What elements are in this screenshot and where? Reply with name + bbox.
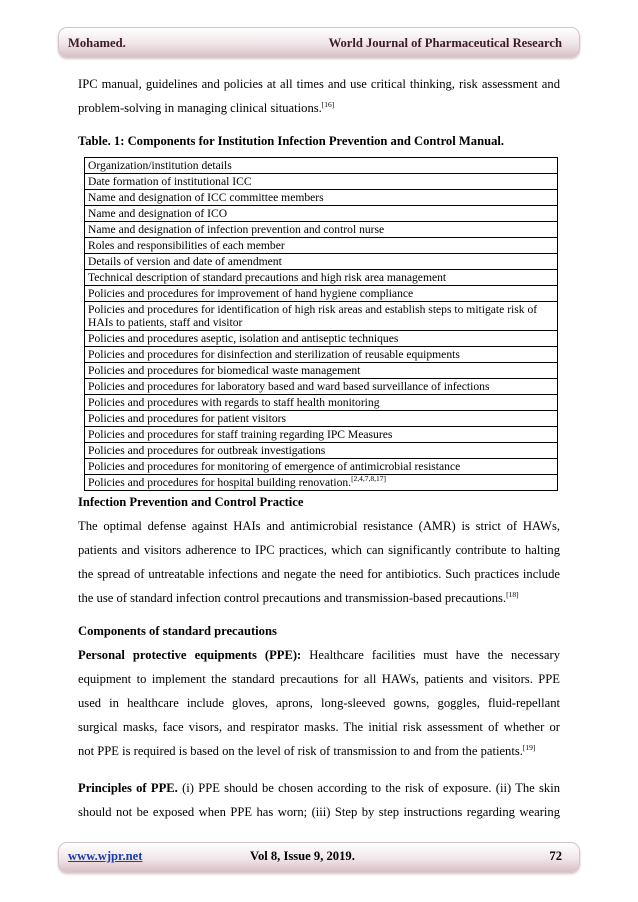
intro-line-2: problem-solving in managing clinical situations.[16]	[78, 99, 335, 115]
ppe-line-4: surgical masks, face visors, and respirator masks. The initial risk assessment of whether or	[78, 720, 560, 734]
ppe-line-3: used in healthcare include gloves, aprons, long-sleeved gowns, goggles, fluid-repellant	[78, 696, 560, 710]
table-cell: Policies and procedures for monitoring of emergence of antimicrobial resistance	[85, 459, 558, 475]
ipc-line-4: the use of standard infection control precautions and transmission-based precautions.[18]	[78, 589, 519, 605]
table-cell: Policies and procedures for hospital building renovation.[2,4,7,8,17]	[85, 475, 558, 491]
table-cell: Policies and procedures for biomedical waste management	[85, 363, 558, 379]
table-row	[85, 379, 558, 395]
ipc-practice-paragraph	[78, 514, 560, 610]
ppe-paragraph	[78, 643, 560, 763]
table-cell: Policies and procedures for staff training regarding IPC Measures	[85, 427, 558, 443]
table-row	[85, 363, 558, 379]
components-table	[84, 157, 558, 491]
intro-paragraph	[78, 72, 560, 120]
table-row	[85, 254, 558, 270]
table-cell: Policies and procedures for patient visitors	[85, 411, 558, 427]
table-cell: Name and designation of ICO	[85, 206, 558, 222]
footer-page-number: 72	[549, 849, 562, 863]
table-cell: Policies and procedures for identification of high risk areas and establish steps to mitigate risk of HAIs to patients, staff and visitor	[85, 302, 558, 331]
table-row	[85, 158, 558, 174]
table-row	[85, 395, 558, 411]
table-citation: [2,4,7,8,17]	[351, 474, 387, 484]
ipc-citation: [18]	[506, 589, 519, 599]
ipc-line-1: The optimal defense against HAIs and antimicrobial resistance (AMR) is strict of HAWs,	[78, 519, 560, 533]
footer-volume: Vol 8, Issue 9, 2019.	[250, 849, 355, 863]
section-heading-standard-precautions: Components of standard precautions	[78, 624, 277, 638]
header-journal: World Journal of Pharmaceutical Research	[328, 36, 562, 50]
table-cell: Date formation of institutional ICC	[85, 174, 558, 190]
table-cell: Name and designation of infection prevention and control nurse	[85, 222, 558, 238]
ppe-lead: Personal protective equipments (PPE):	[78, 648, 302, 662]
ppe-line-5: not PPE is required is based on the level of risk of transmission to and from the patients.[19]	[78, 742, 536, 758]
table-row	[85, 411, 558, 427]
table-cell: Details of version and date of amendment	[85, 254, 558, 270]
table-cell: Policies and procedures aseptic, isolation and antiseptic techniques	[85, 331, 558, 347]
ipc-line-2: patients and visitors adherence to IPC practices, which can significantly contribute to halting	[78, 543, 560, 557]
table-row	[85, 286, 558, 302]
table-row	[85, 443, 558, 459]
table-cell: Policies and procedures for disinfection and sterilization of reusable equipments	[85, 347, 558, 363]
table-row	[85, 206, 558, 222]
section-heading-ipc-practice: Infection Prevention and Control Practice	[78, 495, 304, 509]
ppe-line-2: equipment to implement the standard precautions for all HAWs, patients and visitors. PPE	[78, 672, 560, 686]
table-cell: Technical description of standard precautions and high risk area management	[85, 270, 558, 286]
table-cell: Organization/institution details	[85, 158, 558, 174]
table-row	[85, 270, 558, 286]
table-row	[85, 427, 558, 443]
principles-line-1: Principles of PPE. (i) PPE should be chosen according to the risk of exposure. (ii) The skin	[78, 781, 560, 795]
table-cell: Policies and procedures for improvement of hand hygiene compliance	[85, 286, 558, 302]
principles-lead: Principles of PPE.	[78, 781, 178, 795]
ppe-citation: [19]	[522, 742, 536, 752]
header-author: Mohamed.	[68, 36, 126, 50]
table-cell: Roles and responsibilities of each member	[85, 238, 558, 254]
table-row	[85, 238, 558, 254]
table-caption: Table. 1: Components for Institution Infection Prevention and Control Manual.	[78, 134, 505, 148]
table-cell: Name and designation of ICC committee members	[85, 190, 558, 206]
principles-paragraph	[78, 776, 560, 824]
principles-line-2: should not be exposed when PPE has worn; (iii) Step by step instructions regarding wearing	[78, 805, 560, 819]
table-row	[85, 475, 558, 491]
footer-website-link[interactable]: www.wjpr.net	[68, 849, 143, 863]
ipc-line-3: the spread of untreatable infections and negate the need for antibiotics. Such practices include	[78, 567, 560, 581]
table-row	[85, 174, 558, 190]
ppe-line-1: Personal protective equipments (PPE): Healthcare facilities must have the necessary	[78, 648, 561, 662]
table-row	[85, 331, 558, 347]
table-row	[85, 347, 558, 363]
intro-citation: [16]	[321, 99, 335, 109]
table-cell: Policies and procedures for laboratory based and ward based surveillance of infections	[85, 379, 558, 395]
table-row	[85, 190, 558, 206]
table-row	[85, 459, 558, 475]
table-cell: Policies and procedures with regards to staff health monitoring	[85, 395, 558, 411]
intro-line-1: IPC manual, guidelines and policies at all times and use critical thinking, risk assessment and	[78, 77, 560, 91]
table-row	[85, 302, 558, 331]
table-cell: Policies and procedures for outbreak investigations	[85, 443, 558, 459]
table-row	[85, 222, 558, 238]
